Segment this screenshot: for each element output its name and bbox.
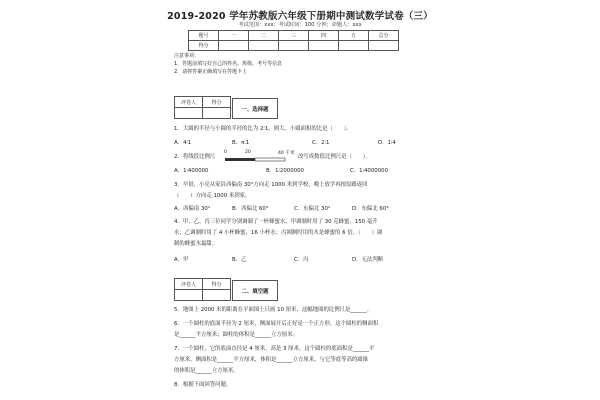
question-7-line-1: 7．一个圆柱，它的底面直径是 4 厘米，高是 3 厘米，这个圆柱的底面积是______平 — [174, 346, 375, 352]
q4-option-c: C．丙 — [294, 257, 309, 263]
section-title-fill-in: 二、填空题 — [232, 280, 278, 301]
score-cell: 得分 — [189, 41, 219, 51]
q3-option-c: C．东偏北 30° — [294, 206, 331, 212]
question-3-line-1: 3．早晨，小亮从家沿西偏南 30°方向走 1000 米到学校，晚上放学再按原路返回 — [174, 182, 368, 188]
q1-option-a: A．4∶1 — [174, 140, 192, 146]
grader-label: 得分 — [203, 279, 231, 290]
exam-subtitle: 考试范围：xxx；考试时间：100 分钟；命题人：xxx — [238, 22, 362, 28]
note-item: 2．请将答案正确填写在答题卡上 — [174, 69, 248, 75]
question-4-line-3: 制的蜂蜜水最甜。 — [174, 241, 218, 247]
scale-bar — [224, 151, 296, 163]
question-4-line-2: 水；乙调制时用了 4 小杯蜂蜜，16 小杯水；丙调制时用的水是蜂蜜的 6 倍，（ ）调 — [174, 230, 383, 236]
question-4-line-1: 4．甲、乙、丙三位同学分别调制了一杯蜂蜜水，甲调制时用了 30 克蜂蜜，150 毫升 — [174, 219, 378, 225]
score-cell: 一 — [219, 31, 249, 41]
grader-blank — [203, 290, 231, 301]
section-title-choice: 一、选择题 — [232, 98, 278, 119]
score-cell — [279, 41, 309, 51]
notes-heading: 注意事项： — [174, 53, 200, 59]
grader-label: 评卷人 — [175, 279, 203, 290]
score-cell — [369, 41, 399, 51]
score-cell — [249, 41, 279, 51]
q1-option-c: C．2∶1 — [312, 140, 330, 146]
scale-bar-graphic — [224, 157, 296, 163]
question-8: 8．根据下面回答问题。 — [174, 382, 232, 388]
grader-box — [174, 278, 231, 301]
grader-blank — [175, 108, 203, 119]
question-6-line-2: 是______平方厘米；圆柱的体积是______立方厘米。 — [174, 332, 298, 338]
question-5: 5．地图上 2000 米的距离在平面图上只画 10 厘米，这幅地图的比例尺是______。 — [174, 307, 372, 313]
score-cell: 五 — [339, 31, 369, 41]
scale-label-20: 20 — [245, 150, 251, 155]
question-1: 1．大圆的半径与小圆的半径的比为 2∶1，则大、小圆面积的比是（ ）。 — [174, 126, 352, 132]
grader-blank — [203, 108, 231, 119]
score-cell — [309, 41, 339, 51]
score-cell: 总分 — [369, 31, 399, 41]
score-cell: 题号 — [189, 31, 219, 41]
question-3-line-2: （ ）方向走 1000 米到家。 — [174, 193, 251, 199]
score-table — [188, 30, 399, 51]
q1-option-d: D．1∶4 — [378, 140, 396, 146]
score-table-score-row — [189, 41, 399, 51]
q4-option-a: A．甲 — [174, 257, 189, 263]
score-cell: 三 — [279, 31, 309, 41]
q4-option-b: B．乙 — [232, 257, 247, 263]
note-item: 1．答题前填写好自己的姓名、班级、考号等信息 — [174, 61, 283, 67]
grader-blank — [175, 290, 203, 301]
q4-option-d: D．无法判断 — [352, 257, 384, 263]
question-7-line-2: 方厘米，侧面积是______平方厘米，体积是______立方厘米，与它等底等高的圆锥 — [174, 357, 369, 363]
q3-option-d: D．东偏北 60° — [352, 206, 389, 212]
grader-label: 得分 — [203, 97, 231, 108]
question-2-prefix: 2．将线段比例尺 — [174, 154, 216, 160]
q3-option-a: A．西偏南 30° — [174, 206, 211, 212]
q3-option-b: B．西偏北 60° — [232, 206, 269, 212]
grader-box — [174, 96, 231, 119]
q2-option-a: A．1∶400000 — [174, 168, 209, 174]
question-6-line-1: 6．一个圆柱的底面半径为 2 厘米，侧面展开后正好是一个正方形，这个圆柱的侧面积 — [174, 321, 379, 327]
question-2-suffix: 改写成数值比例尺是（ ）。 — [298, 154, 371, 160]
q2-option-b: B．1∶2000000 — [266, 168, 304, 174]
exam-title: 2019-2020 学年苏教版六年级下册期中测试数学试卷（三） — [167, 11, 433, 22]
score-cell: 四 — [309, 31, 339, 41]
score-cell: 二 — [249, 31, 279, 41]
scale-label-40: 40 千米 — [278, 151, 295, 156]
question-7-line-3: 的体积是______立方厘米。 — [174, 368, 239, 374]
q1-option-b: B．π∶1 — [232, 140, 250, 146]
score-cell — [339, 41, 369, 51]
score-cell — [219, 41, 249, 51]
q2-option-c: C．1∶4000000 — [350, 168, 388, 174]
score-table-header-row — [189, 31, 399, 41]
grader-label: 评卷人 — [175, 97, 203, 108]
scale-label-0: 0 — [224, 150, 227, 155]
